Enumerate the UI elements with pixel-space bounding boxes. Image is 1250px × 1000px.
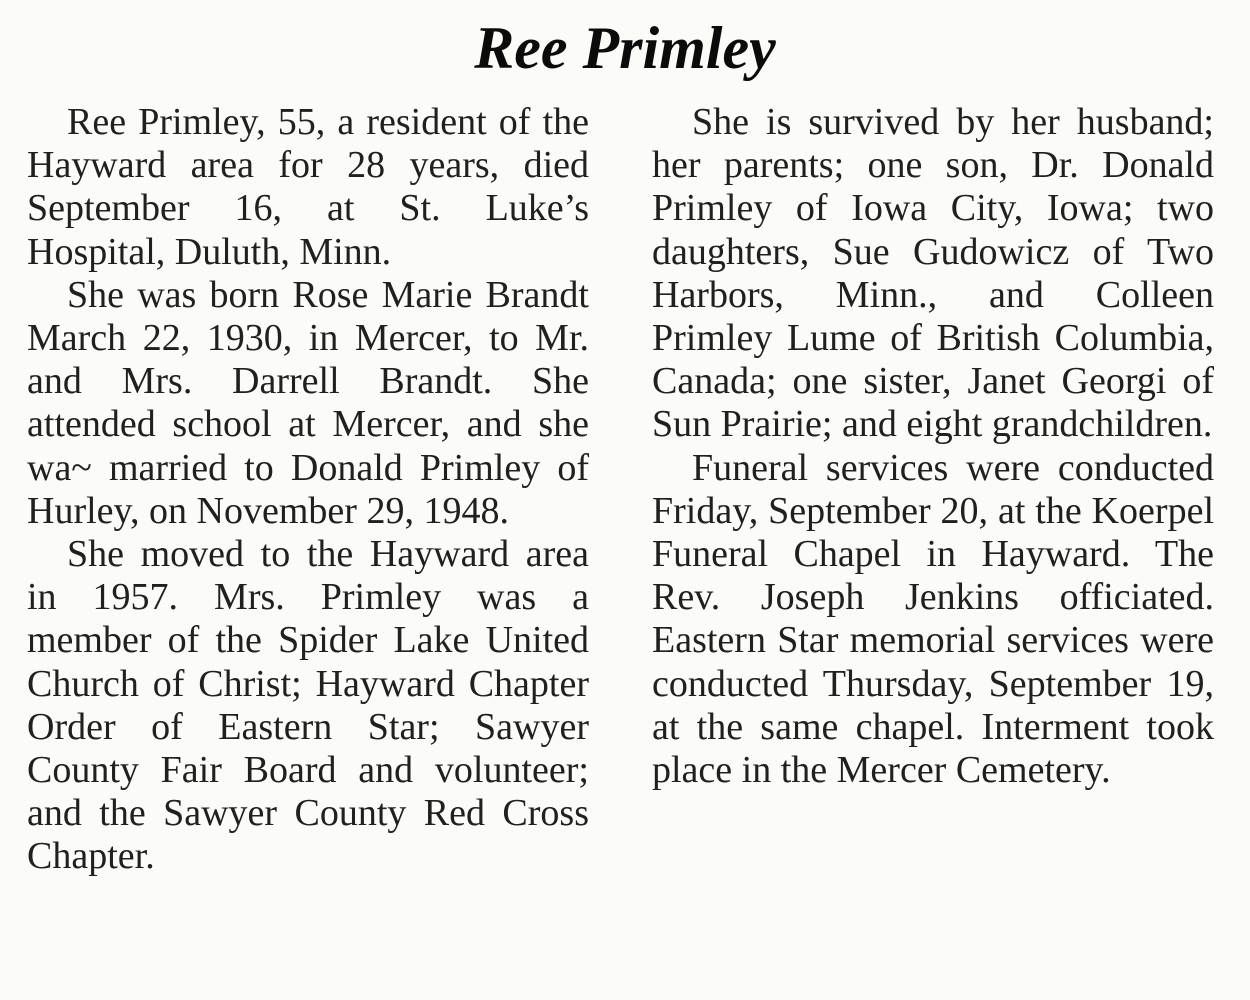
paragraph-residence: Ree Primley, 55, a resident of the Hayward area for 28 years, died September 16, at St. Luke’s Hospital, Duluth, Minn. xyxy=(27,101,589,273)
paragraph-survivors: She is survived by her husband; her parents; one son, Dr. Donald Primley of Iowa City, Iowa; two daughters, Sue Gudowicz of Two Harbors, Minn., and Colleen Primley Lume of British Columbia, Canada; one sister, Janet Georgi of Sun Prairie; and eight grandchildren. xyxy=(652,101,1214,446)
left-column xyxy=(27,101,589,879)
paragraph-memberships: She moved to the Hayward area in 1957. Mrs. Primley was a member of the Spider Lake United Church of Christ; Hayward Chapter Order of Eastern Star; Sawyer County Fair Board and volunteer; and the Sawyer County Red Cross Chapter. xyxy=(27,533,589,878)
right-column xyxy=(652,101,1214,792)
paragraph-services: Funeral services were conducted Friday, September 20, at the Koerpel Funeral Chapel in Hayward. The Rev. Joseph Jenkins officiated. Eastern Star memorial services were conducted Thursday, September 19, at the same chapel. Interment took place in the Mercer Cemetery. xyxy=(652,446,1214,792)
paragraph-birth-marriage: She was born Rose Marie Brandt March 22, 1930, in Mercer, to Mr. and Mrs. Darrell Brandt. She attended school at Mercer, and she wa~ married to Donald Primley of Hurley, on November 29, 1948. xyxy=(27,273,589,532)
obituary-title: Ree Primley xyxy=(474,15,776,81)
